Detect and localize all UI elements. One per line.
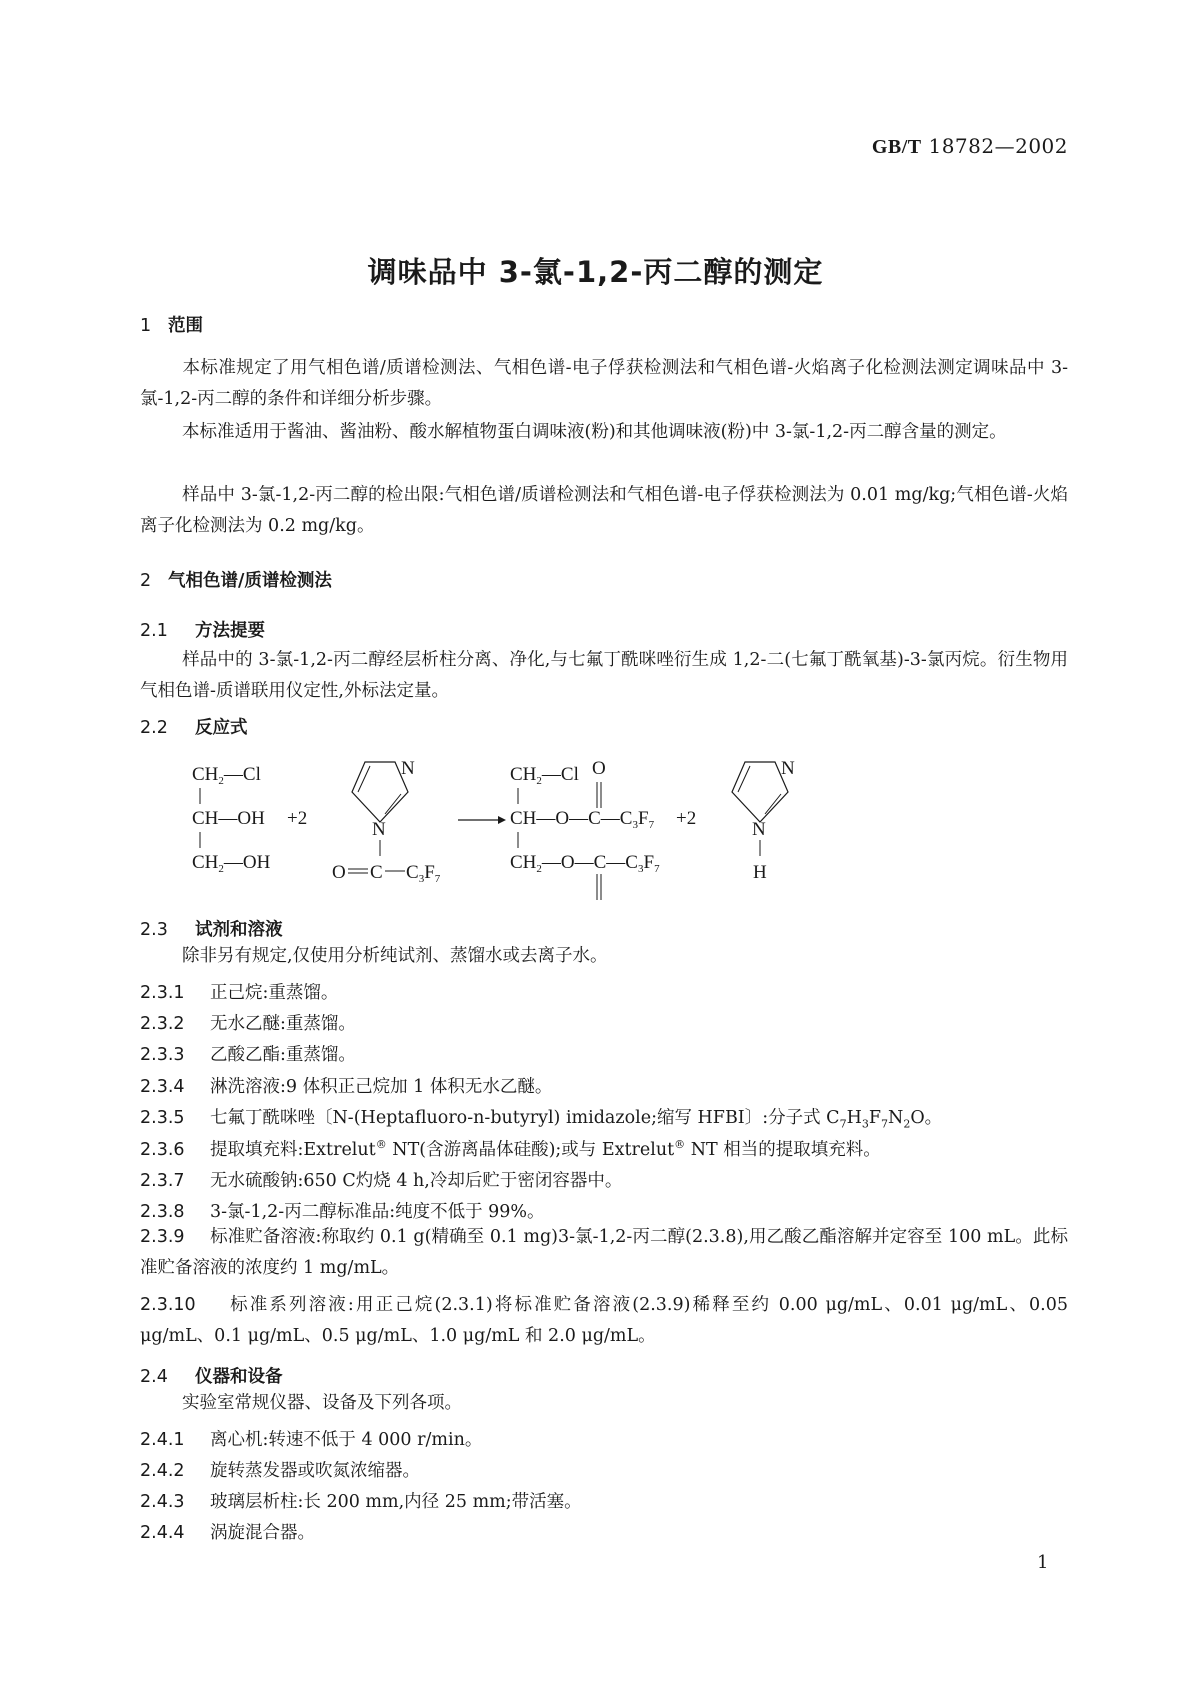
section-1-paragraph-3: 样品中 3-氯-1,2-丙二醇的检出限:气相色谱/质谱检测法和气相色谱-电子俘获检测法为 0.01 mg/kg;气相色谱-火焰离子化检测法为 0.2 mg/kg。 (140, 485, 1068, 536)
svg-text:N: N (752, 819, 766, 840)
product-ch2-o-c-c3f7: $CH_2—O—C—C_3F_7$ (510, 852, 660, 875)
svg-text:N: N (781, 758, 795, 779)
item-2-4-1: 2.4.1 离心机:转速不低于 4 000 r/min。 (140, 1430, 483, 1450)
imidazole-ring-product (732, 762, 788, 822)
section-2-heading: 2 气相色谱/质谱检测法 (140, 571, 332, 591)
item-2-3-2: 2.3.2 无水乙醚:重蒸馏。 (140, 1014, 356, 1034)
item-2-4-4: 2.4.4 涡旋混合器。 (140, 1523, 315, 1543)
item-2-3-5: 2.3.5 七氟丁酰咪唑〔N-(Heptafluoro-n-butyryl) imidazole;缩写 HFBI〕:分子式 $C_7H_3F_7N_2O$。 (140, 1108, 943, 1131)
imidazole-n-top: N (401, 758, 415, 779)
svg-text:C: C (370, 862, 383, 883)
item-2-3-10: 2.3.10 标准系列溶液:用正己烷(2.3.1)将标准贮备溶液(2.3.9)稀释至约 0.00 μg/mL、0.01 μg/mL、0.05 μg/mL、0.1 μg/mL、0.5 μg/mL、1.0 μg/mL 和 2.0 μg/mL。 (140, 1295, 1068, 1346)
section-2-2-heading: 2.2 反应式 (140, 718, 248, 738)
reaction-equation (180, 752, 820, 902)
document-title: 调味品中 3-氯-1,2-丙二醇的测定 (367, 255, 824, 289)
item-2-3-3: 2.3.3 乙酸乙酯:重蒸馏。 (140, 1045, 356, 1065)
item-2-4-2: 2.4.2 旋转蒸发器或吹氮浓缩器。 (140, 1461, 420, 1481)
item-2-3-8: 2.3.8 3-氯-1,2-丙二醇标准品:纯度不低于 99%。 (140, 1202, 545, 1222)
svg-text:C3F7: $C_3F_7$ (406, 862, 441, 885)
svg-text:O: O (592, 758, 606, 779)
section-2-4-heading: 2.4 仪器和设备 (140, 1367, 283, 1387)
plus-2-first: +2 (287, 808, 308, 829)
chem-ch2-cl-top: $CH_2—Cl$ (192, 764, 261, 787)
chem-ch2-oh: $CH_2—OH$ (192, 852, 271, 875)
item-2-3-9: 2.3.9 标准贮备溶液:称取约 0.1 g(精确至 0.1 mg)3-氯-1,2-丙二醇(2.3.8),用乙酸乙酯溶解并定容至 100 mL。此标准贮备溶液的浓度约 1 mg/mL。 (140, 1227, 1068, 1278)
product-ch2-cl: $CH_2—Cl$ (510, 764, 579, 787)
standard-number: GB/T 18782—2002 (871, 134, 1068, 158)
section-2-4-intro: 实验室常规仪器、设备及下列各项。 (182, 1393, 462, 1413)
item-2-4-3: 2.4.3 玻璃层析柱:长 200 mm,内径 25 mm;带活塞。 (140, 1492, 582, 1512)
imidazole-ring-reactant (352, 762, 408, 822)
chem-ch-oh: CH—OH (192, 808, 265, 829)
section-2-3-intro: 除非另有规定,仅使用分析纯试剂、蒸馏水或去离子水。 (182, 946, 608, 966)
section-2-1-paragraph: 样品中的 3-氯-1,2-丙二醇经层析柱分离、净化,与七氟丁酰咪唑衍生成 1,2-二(七氟丁酰氧基)-3-氯丙烷。衍生物用气相色谱-质谱联用仪定性,外标法定量。 (140, 650, 1068, 701)
product-ch-o-c-c3f7: $CH—O—C—C_3F_7$ (510, 808, 655, 831)
section-1-paragraph-1: 本标准规定了用气相色谱/质谱检测法、气相色谱-电子俘获检测法和气相色谱-火焰离子化检测法测定调味品中 3-氯-1,2-丙二醇的条件和详细分析步骤。 (140, 358, 1068, 409)
section-2-3-heading: 2.3 试剂和溶液 (140, 920, 283, 940)
item-2-3-1: 2.3.1 正己烷:重蒸馏。 (140, 983, 339, 1003)
item-2-3-4: 2.3.4 淋洗溶液:9 体积正己烷加 1 体积无水乙醚。 (140, 1077, 553, 1097)
page-number: 1 (1037, 1552, 1049, 1573)
section-1-heading: 1 范围 (140, 316, 203, 336)
plus-2-second: +2 (676, 808, 697, 829)
chem-o-c-c3f7: O (332, 862, 346, 883)
imidazole-h: H (753, 862, 767, 883)
item-2-3-7: 2.3.7 无水硫酸钠:650 C灼烧 4 h,冷却后贮于密闭容器中。 (140, 1171, 623, 1191)
item-2-3-6: 2.3.6 提取填充料:Extrelut® NT(含游离晶体硅酸);或与 Extrelut® NT 相当的提取填充料。 (140, 1138, 881, 1160)
section-1-paragraph-2: 本标准适用于酱油、酱油粉、酸水解植物蛋白调味液(粉)和其他调味液(粉)中 3-氯-1,2-丙二醇含量的测定。 (182, 422, 1007, 442)
section-2-1-heading: 2.1 方法提要 (140, 621, 265, 641)
imidazole-n-bottom: N (372, 819, 386, 840)
